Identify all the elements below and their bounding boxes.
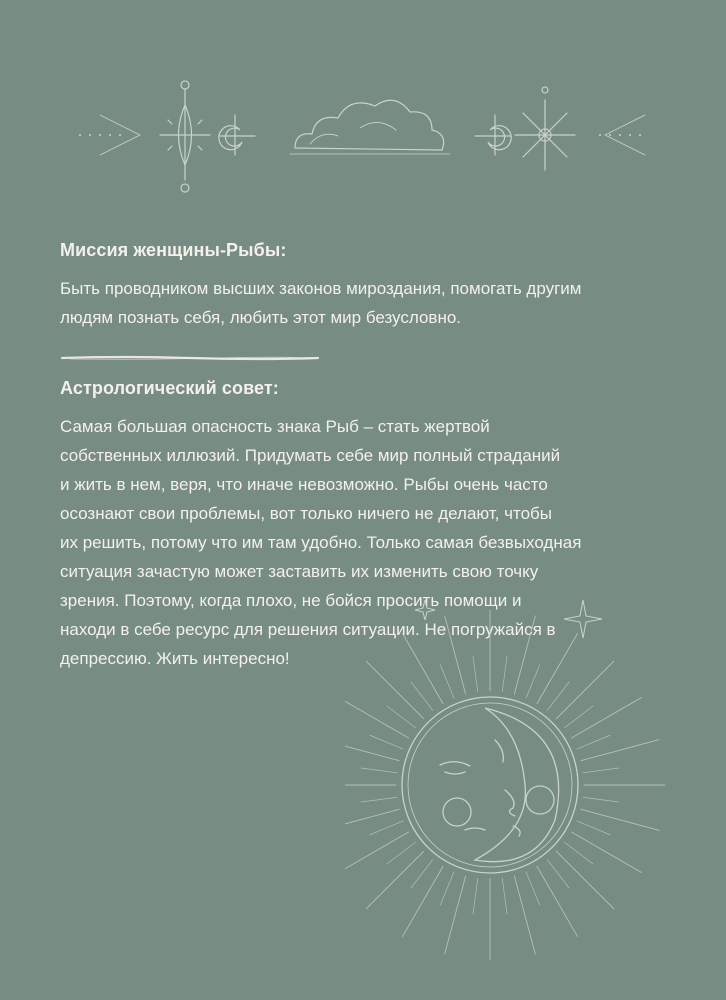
sun-ray <box>547 682 569 711</box>
advice-line: Самая большая опасность знака Рыб – стать жертвой <box>60 417 490 436</box>
brush-divider <box>60 354 320 362</box>
sparkle-icon <box>415 600 435 620</box>
sun-ray <box>565 842 594 864</box>
advice-line: собственных иллюзий. Придумать себе мир полный страданий <box>60 446 561 465</box>
advice-line: их решить, потому что им там удобно. Только самая безвыходная <box>60 533 582 552</box>
sun-ray <box>502 878 507 914</box>
sun-ray <box>565 706 594 728</box>
sun-ray <box>411 682 433 711</box>
sparkle-icon <box>564 600 602 638</box>
sun-ray <box>502 656 507 692</box>
sun-ray <box>403 633 444 703</box>
sun-ray <box>345 809 399 830</box>
sun-face <box>440 762 485 830</box>
right-dotted-line <box>599 115 645 155</box>
advice-line: и жить в нем, веря, что иначе невозможно. Рыбы очень часто <box>60 475 548 494</box>
sun-ray <box>556 851 613 908</box>
left-dotted-line <box>79 115 140 155</box>
advice-line: находи в себе ресурс для решения ситуации. Не погружайся в <box>60 620 556 639</box>
sun-ray <box>366 661 423 718</box>
advice-heading: Астрологический совет: <box>60 378 279 398</box>
sun-ray <box>361 768 397 773</box>
left-spire <box>160 81 210 192</box>
right-radiant <box>515 87 575 170</box>
advice-line: ситуация зачастую может заставить их изменить свою точку <box>60 562 539 581</box>
sun-outer-ring <box>402 697 578 873</box>
sun-ray <box>440 872 454 905</box>
sun-ray <box>366 851 423 908</box>
advice-line: зрения. Поэтому, когда плохо, не бойся просить помощи и <box>60 591 522 610</box>
sun-ray <box>345 832 409 873</box>
cloud-icon <box>290 100 450 154</box>
sun-ray <box>387 706 416 728</box>
sun-ray <box>345 698 409 739</box>
sun-inner-ring <box>408 703 572 867</box>
mission-heading: Миссия женщины-Рыбы: <box>60 240 287 260</box>
mission-text <box>60 274 620 332</box>
sun-ray <box>370 821 403 835</box>
sun-ray <box>361 797 397 802</box>
left-moon-star <box>219 115 255 155</box>
sun-ray <box>387 842 416 864</box>
sun-ray <box>577 821 610 835</box>
sun-ray <box>571 832 641 873</box>
sun-ray <box>577 735 610 749</box>
sun-ray <box>411 860 433 889</box>
sun-rays <box>345 610 665 960</box>
mission-line: Быть проводником высших законов мироздания, помогать другим <box>60 279 582 298</box>
sun-ray <box>526 665 540 698</box>
sun-ray <box>571 698 641 739</box>
sun-ray <box>537 866 578 936</box>
sun-ray <box>473 656 478 692</box>
sun-ray <box>583 768 619 773</box>
sun-ray <box>403 866 444 936</box>
sun-ray <box>583 797 619 802</box>
advice-line: депрессию. Жить интересно! <box>60 649 290 668</box>
sun-moon-face-illustration <box>345 590 705 990</box>
advice-line: осознают свои проблемы, вот только ничего не делают, чтобы <box>60 504 552 523</box>
celestial-ornament <box>60 70 666 200</box>
moon-face <box>475 708 559 862</box>
sun-ray <box>370 735 403 749</box>
sun-ray <box>440 665 454 698</box>
sun-ray <box>537 633 578 703</box>
right-moon-star <box>475 115 511 155</box>
sun-ray <box>556 661 613 718</box>
mission-line: людям познать себя, любить этот мир безусловно. <box>60 308 462 327</box>
sun-ray <box>345 740 399 761</box>
sun-ray <box>473 878 478 914</box>
sun-ray <box>526 872 540 905</box>
sun-ray <box>547 860 569 889</box>
